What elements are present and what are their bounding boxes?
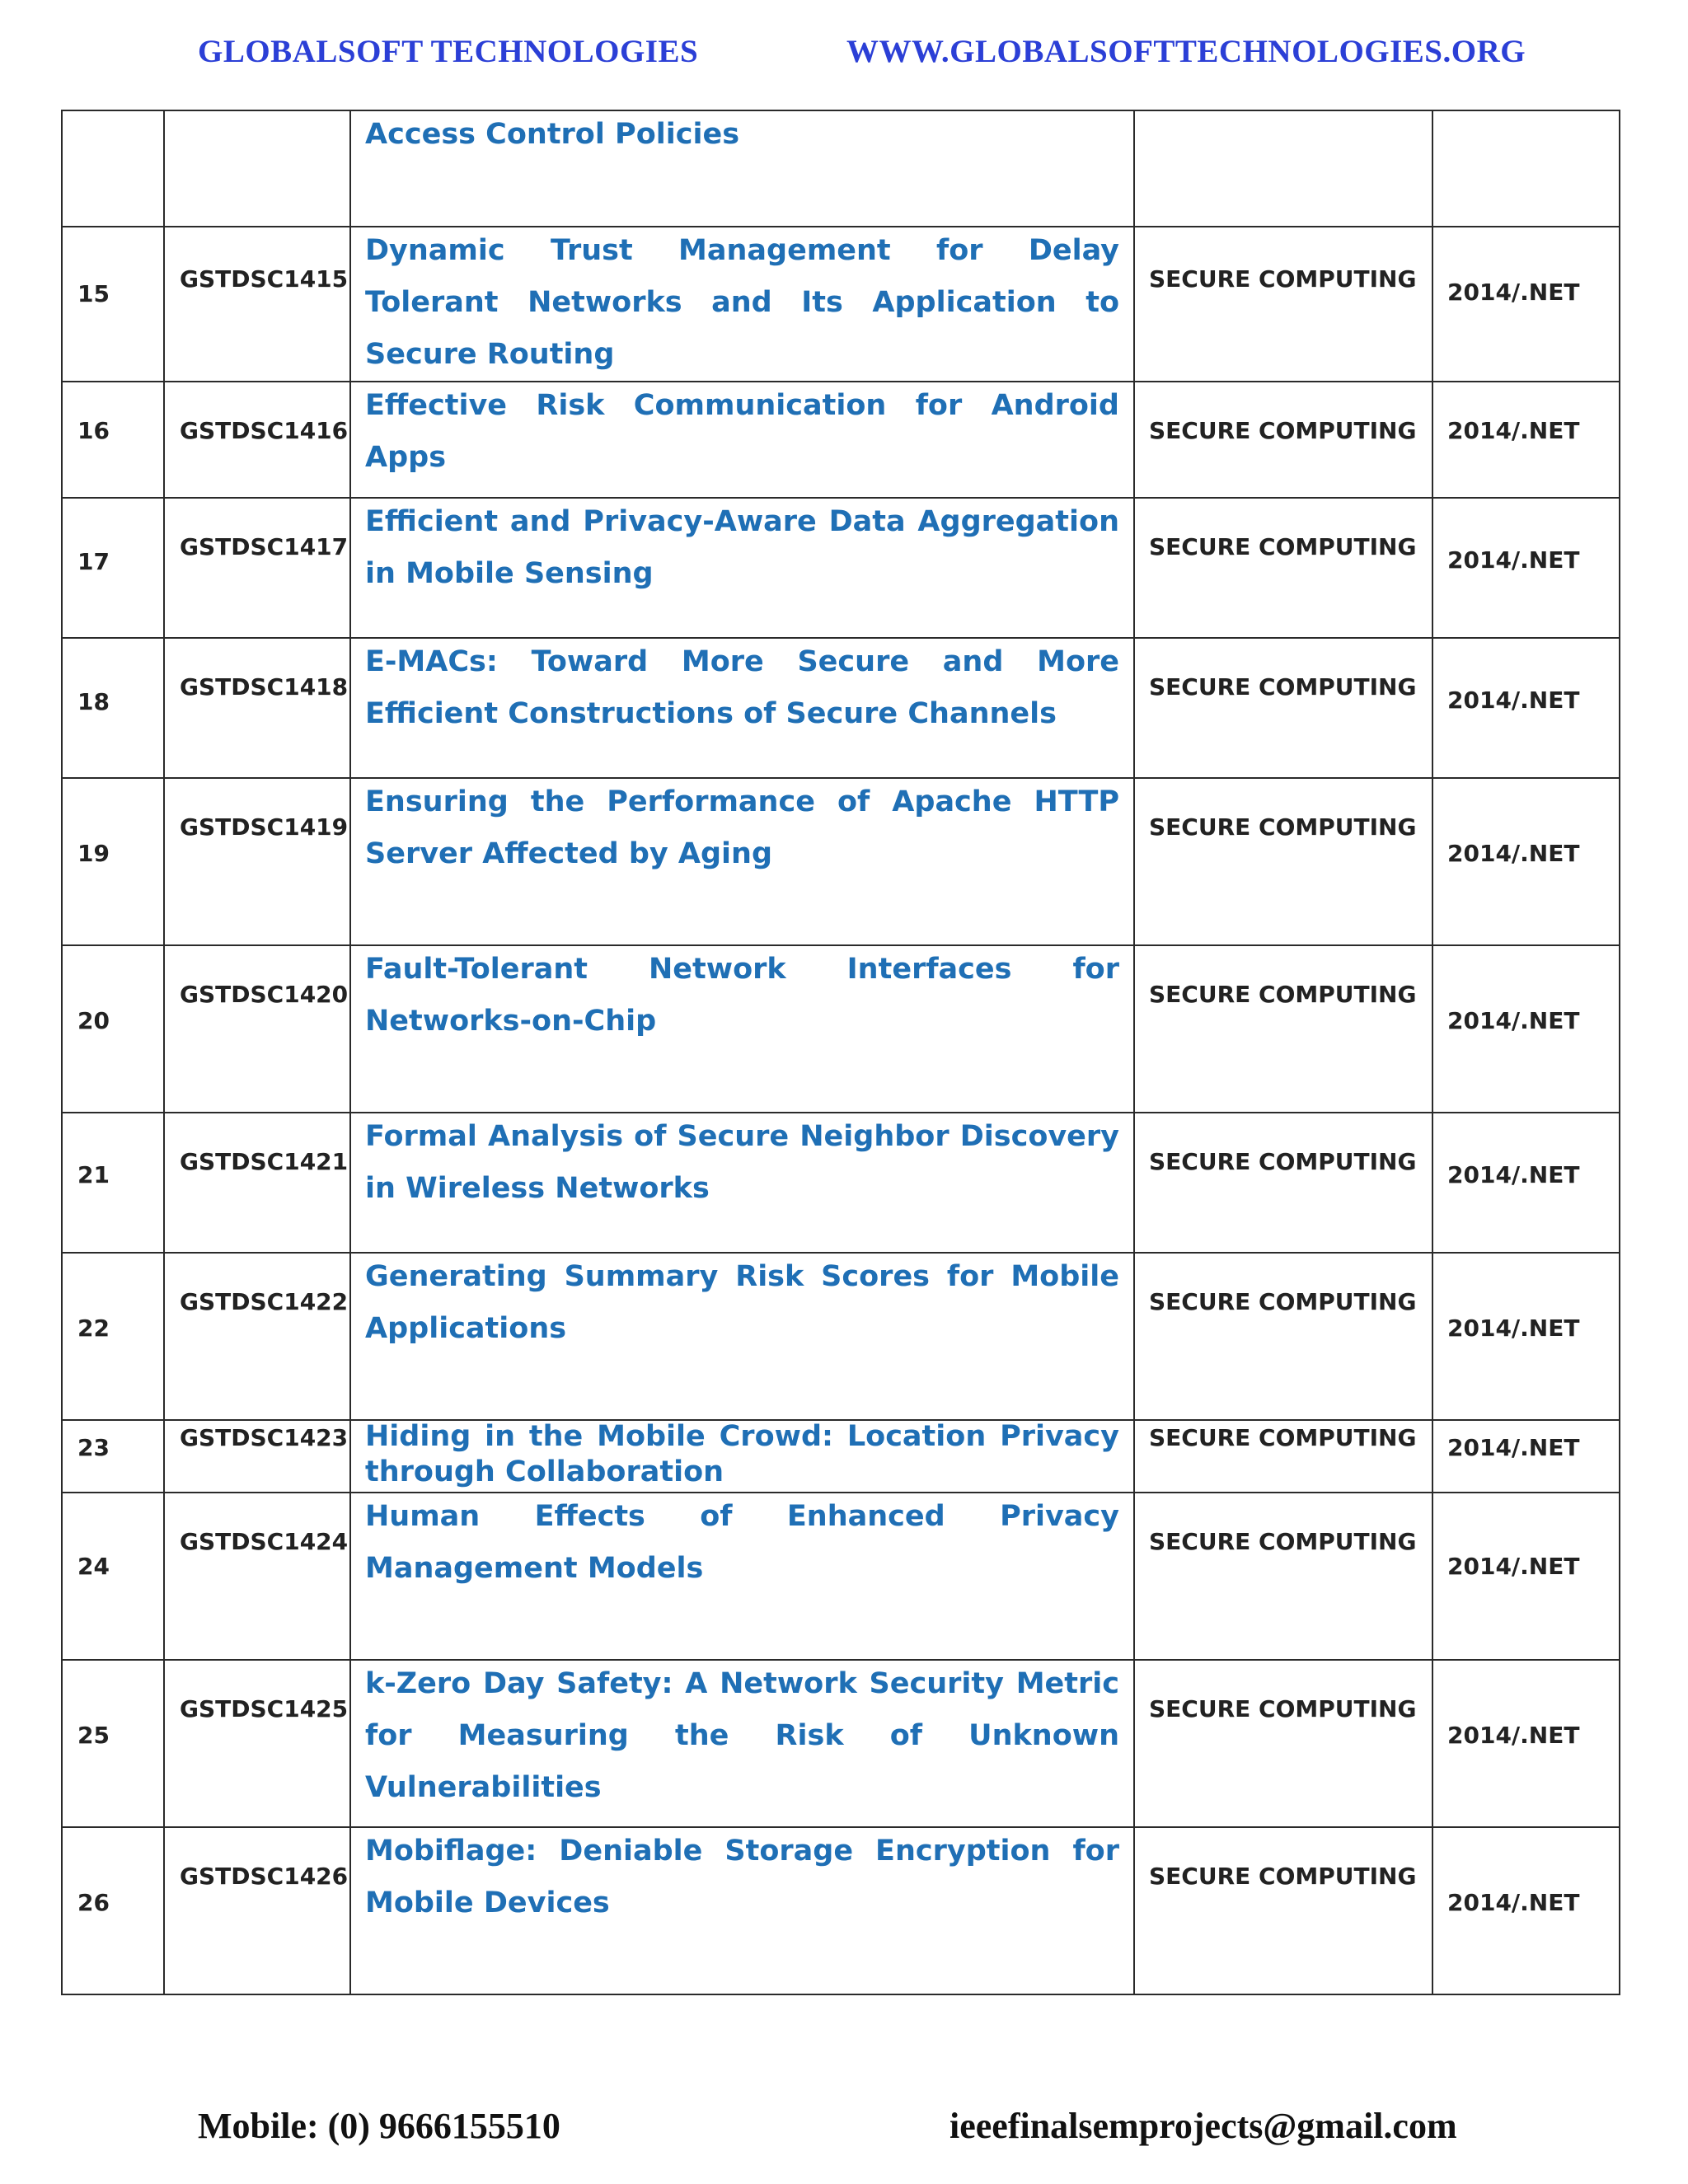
project-domain-cell	[1134, 1827, 1432, 1994]
project-code-cell	[164, 1253, 350, 1420]
project-title-cell	[350, 1113, 1134, 1253]
project-year: 2014/.NET	[1447, 546, 1580, 574]
project-code-cell	[164, 1420, 350, 1493]
mobile-number: Mobile: (0) 9666155510	[198, 2106, 560, 2146]
project-title: E-MACs: Toward More Secure and More Efficient Constructions of Secure Channels	[365, 645, 1119, 730]
project-title-cell	[350, 1253, 1134, 1420]
project-year-cell	[1432, 1827, 1620, 1994]
project-code-cell	[164, 778, 350, 945]
project-title: Dynamic Trust Management for Delay Tolerant Networks and Its Application to Secure Routing	[365, 234, 1119, 371]
project-domain: SECURE COMPUTING	[1149, 1863, 1417, 1890]
table-row	[62, 1660, 1620, 1827]
table-row	[62, 382, 1620, 498]
row-number: 15	[77, 280, 110, 307]
project-domain-cell	[1134, 382, 1432, 498]
project-code-cell	[164, 382, 350, 498]
project-code: GSTDSC1415	[180, 265, 349, 293]
table-row	[62, 227, 1620, 382]
project-title: Effective Risk Communication for Android Apps	[365, 389, 1119, 474]
project-title: Human Effects of Enhanced Privacy Management Models	[365, 1500, 1119, 1585]
project-code: GSTDSC1416	[180, 417, 349, 444]
table-row	[62, 498, 1620, 638]
row-number: 21	[77, 1161, 110, 1188]
row-number-cell	[62, 778, 164, 945]
project-domain-cell	[1134, 498, 1432, 638]
project-domain-cell	[1134, 227, 1432, 382]
project-title-cell	[350, 638, 1134, 778]
project-domain: SECURE COMPUTING	[1149, 981, 1417, 1008]
project-title-cell	[350, 498, 1134, 638]
table-row	[62, 1493, 1620, 1660]
project-year: 2014/.NET	[1447, 687, 1580, 714]
project-title: Hiding in the Mobile Crowd: Location Privacy through Collaboration	[365, 1420, 1119, 1488]
project-domain-cell	[1134, 945, 1432, 1113]
project-year-cell	[1432, 1660, 1620, 1827]
project-domain: SECURE COMPUTING	[1149, 1424, 1417, 1451]
project-year-cell	[1432, 638, 1620, 778]
project-code: GSTDSC1426	[180, 1863, 349, 1890]
project-title: Ensuring the Performance of Apache HTTP Server Affected by Aging	[365, 785, 1119, 870]
project-domain-cell	[1134, 778, 1432, 945]
project-code-cell	[164, 1827, 350, 1994]
project-domain-cell	[1134, 1113, 1432, 1253]
row-number: 16	[77, 417, 110, 444]
project-year: 2014/.NET	[1447, 840, 1580, 867]
project-code-cell	[164, 498, 350, 638]
project-year: 2014/.NET	[1447, 1434, 1580, 1461]
table-row	[62, 638, 1620, 778]
row-number-cell	[62, 1113, 164, 1253]
project-title-cell	[350, 778, 1134, 945]
row-number: 17	[77, 548, 110, 575]
row-number: 22	[77, 1315, 110, 1342]
project-code-cell	[164, 1660, 350, 1827]
row-number-cell	[62, 1253, 164, 1420]
project-title-cell	[350, 1827, 1134, 1994]
project-code-cell	[164, 110, 350, 227]
table-row	[62, 1113, 1620, 1253]
project-year: 2014/.NET	[1447, 279, 1580, 306]
project-title-cell	[350, 227, 1134, 382]
project-title: Generating Summary Risk Scores for Mobile Applications	[365, 1260, 1119, 1345]
row-number: 20	[77, 1007, 110, 1034]
table-row	[62, 1420, 1620, 1493]
row-number-cell	[62, 1493, 164, 1660]
project-year: 2014/.NET	[1447, 1722, 1580, 1749]
project-year-cell	[1432, 778, 1620, 945]
project-code-cell	[164, 1493, 350, 1660]
table-row	[62, 1253, 1620, 1420]
project-year: 2014/.NET	[1447, 1553, 1580, 1580]
project-year-cell	[1432, 945, 1620, 1113]
project-domain-cell	[1134, 638, 1432, 778]
project-year-cell	[1432, 227, 1620, 382]
project-code: GSTDSC1420	[180, 981, 349, 1008]
row-number: 24	[77, 1553, 110, 1580]
project-domain: SECURE COMPUTING	[1149, 417, 1417, 444]
project-code-cell	[164, 1113, 350, 1253]
project-domain: SECURE COMPUTING	[1149, 1148, 1417, 1175]
project-domain-cell	[1134, 110, 1432, 227]
company-website: WWW.GLOBALSOFTTECHNOLOGIES.ORG	[846, 34, 1526, 69]
project-year-cell	[1432, 382, 1620, 498]
project-domain: SECURE COMPUTING	[1149, 1528, 1417, 1555]
project-title: Formal Analysis of Secure Neighbor Discovery in Wireless Networks	[365, 1120, 1119, 1205]
table-row	[62, 1827, 1620, 1994]
project-code: GSTDSC1424	[180, 1528, 349, 1555]
project-code: GSTDSC1417	[180, 533, 349, 560]
row-number: 26	[77, 1889, 110, 1916]
project-title-cell	[350, 382, 1134, 498]
page-header	[0, 33, 1688, 82]
project-title-cell	[350, 1660, 1134, 1827]
project-title-cell	[350, 1420, 1134, 1493]
project-year-cell	[1432, 110, 1620, 227]
project-domain-cell	[1134, 1420, 1432, 1493]
project-year: 2014/.NET	[1447, 1889, 1580, 1916]
row-number-cell	[62, 638, 164, 778]
project-year-cell	[1432, 498, 1620, 638]
project-year-cell	[1432, 1113, 1620, 1253]
project-title: Fault-Tolerant Network Interfaces for Networks-on-Chip	[365, 953, 1119, 1038]
project-title-cell	[350, 1493, 1134, 1660]
project-domain: SECURE COMPUTING	[1149, 1695, 1417, 1722]
row-number: 25	[77, 1722, 110, 1749]
project-code: GSTDSC1419	[180, 813, 349, 841]
project-domain: SECURE COMPUTING	[1149, 1288, 1417, 1315]
table-row	[62, 778, 1620, 945]
project-code-cell	[164, 638, 350, 778]
row-number-cell	[62, 382, 164, 498]
row-number-cell	[62, 1827, 164, 1994]
project-title-cell	[350, 110, 1134, 227]
project-code: GSTDSC1421	[180, 1148, 349, 1175]
project-code-cell	[164, 227, 350, 382]
project-code-cell	[164, 945, 350, 1113]
project-title: Efficient and Privacy-Aware Data Aggregation in Mobile Sensing	[365, 505, 1119, 590]
project-domain: SECURE COMPUTING	[1149, 265, 1417, 293]
project-year: 2014/.NET	[1447, 1161, 1580, 1188]
project-title: k-Zero Day Safety: A Network Security Metric for Measuring the Risk of Unknown Vulnerabilities	[365, 1667, 1119, 1804]
row-number-cell	[62, 1660, 164, 1827]
project-year: 2014/.NET	[1447, 1315, 1580, 1342]
project-code: GSTDSC1422	[180, 1288, 349, 1315]
project-title-cell	[350, 945, 1134, 1113]
row-number: 18	[77, 688, 110, 715]
project-domain: SECURE COMPUTING	[1149, 533, 1417, 560]
row-number: 19	[77, 840, 110, 867]
project-domain: SECURE COMPUTING	[1149, 673, 1417, 701]
contact-email: ieeefinalsemprojects@gmail.com	[950, 2106, 1457, 2146]
row-number-cell	[62, 945, 164, 1113]
row-number-cell	[62, 1420, 164, 1493]
project-code: GSTDSC1423	[180, 1424, 349, 1451]
row-number-cell	[62, 498, 164, 638]
row-number-cell	[62, 110, 164, 227]
project-domain-cell	[1134, 1493, 1432, 1660]
project-year-cell	[1432, 1493, 1620, 1660]
project-year: 2014/.NET	[1447, 417, 1580, 444]
project-year-cell	[1432, 1420, 1620, 1493]
project-title: Mobiflage: Deniable Storage Encryption for Mobile Devices	[365, 1835, 1119, 1919]
table-row	[62, 110, 1620, 227]
row-number: 23	[77, 1434, 110, 1461]
project-table	[61, 110, 1620, 1995]
project-domain-cell	[1134, 1253, 1432, 1420]
project-domain-cell	[1134, 1660, 1432, 1827]
project-title: Access Control Policies	[365, 118, 740, 151]
project-code: GSTDSC1425	[180, 1695, 349, 1722]
table-row	[62, 945, 1620, 1113]
project-year-cell	[1432, 1253, 1620, 1420]
company-name: GLOBALSOFT TECHNOLOGIES	[198, 34, 699, 69]
project-domain: SECURE COMPUTING	[1149, 813, 1417, 841]
project-code: GSTDSC1418	[180, 673, 349, 701]
project-year: 2014/.NET	[1447, 1007, 1580, 1034]
row-number-cell	[62, 227, 164, 382]
